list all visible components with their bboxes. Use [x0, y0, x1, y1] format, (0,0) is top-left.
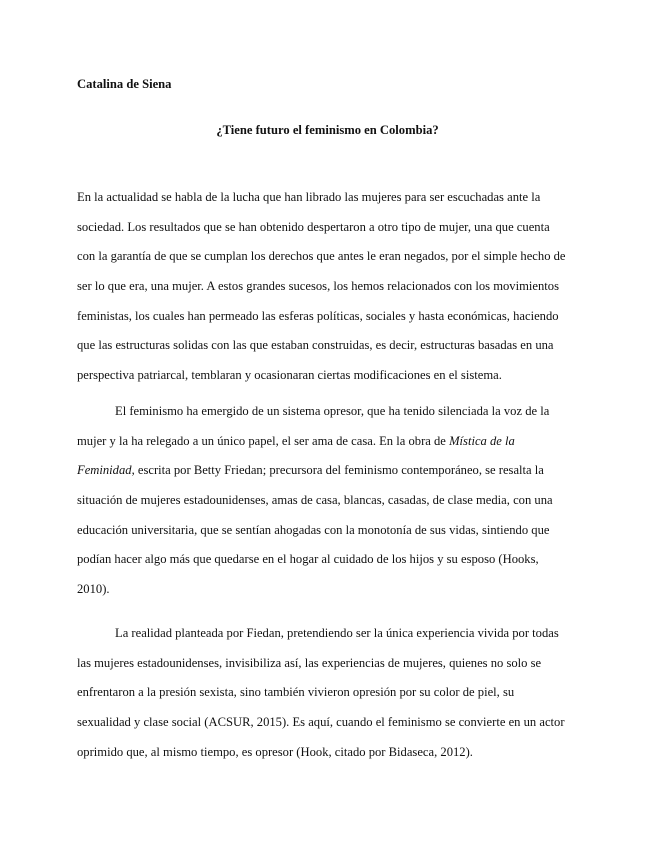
text-segment: , escrita por Betty Friedan; precursora del feminismo contemporáneo, se resalta la — [131, 463, 544, 478]
text-line: que las estructuras solidas con las que estaban construidas, es decir, estructuras basadas en una — [77, 338, 554, 353]
text-line — [77, 433, 587, 463]
author-name: Catalina de Siena — [77, 77, 172, 91]
document-title: ¿Tiene futuro el feminismo en Colombia? — [216, 123, 439, 137]
text-line: En la actualidad se habla de la lucha que han librado las mujeres para ser escuchadas ante la — [77, 190, 541, 204]
text-line: La realidad planteada por Fiedan, pretendiendo ser la única experiencia vivida por todas — [115, 626, 559, 640]
text-line: con la garantía de que se cumplan los derechos que antes le eran negados, por el simple hecho de — [77, 249, 566, 264]
text-line: 2010). — [77, 582, 110, 597]
text-line: sociedad. Los resultados que se han obtenido despertaron a otro tipo de mujer, una que cuenta — [77, 219, 550, 234]
text-line: feministas, los cuales han permeado las esferas políticas, sociales y hasta económicas, haciendo — [77, 308, 559, 323]
paragraph-1 — [77, 189, 587, 397]
text-line: las mujeres estadounidenses, invisibiliza así, las experiencias de mujeres, quienes no solo se — [77, 655, 542, 670]
text-line — [77, 462, 587, 492]
text-line: situación de mujeres estadounidenses, amas de casa, blancas, casadas, de clase media, con una — [77, 493, 553, 508]
paragraph-3 — [77, 625, 587, 773]
text-line: podían hacer algo más que quedarse en el hogar al cuidado de los hijos y su esposo (Hooks, — [77, 552, 539, 567]
book-title-italic: Mística de la — [449, 433, 515, 448]
paragraph-2 — [77, 403, 587, 611]
text-line: educación universitaria, que se sentían ahogadas con la monotonía de sus vidas, sintiendo que — [77, 522, 550, 537]
text-line: enfrentaron a la presión sexista, sino también vivieron opresión por su color de piel, su — [77, 685, 515, 700]
book-title-italic: Feminidad — [77, 463, 132, 478]
text-line: El feminismo ha emergido de un sistema opresor, que ha tenido silenciada la voz de la — [115, 404, 550, 418]
text-line: oprimido que, al mismo tiempo, es opresor (Hook, citado por Bidaseca, 2012). — [77, 744, 473, 759]
text-segment: mujer y la ha relegado a un único papel, el ser ama de casa. En la obra de — [77, 433, 450, 448]
text-line: perspectiva patriarcal, temblaran y ocasionaran ciertas modificaciones en el sistema. — [77, 368, 502, 383]
text-line: sexualidad y clase social (ACSUR, 2015). Es aquí, cuando el feminismo se convierte en un actor — [77, 715, 565, 730]
text-line: ser lo que era, una mujer. A estos grandes sucesos, los hemos relacionados con los movimientos — [77, 279, 559, 294]
